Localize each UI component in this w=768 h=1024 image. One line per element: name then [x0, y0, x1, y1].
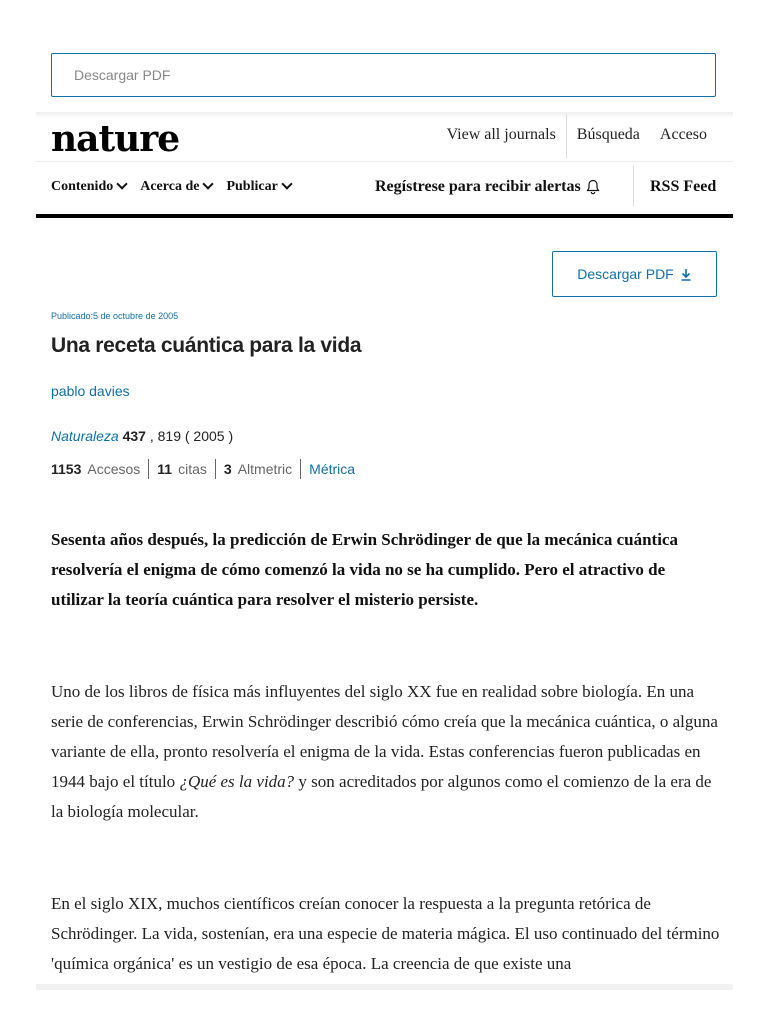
divider — [36, 161, 733, 162]
divider — [300, 459, 301, 479]
accesses-value: 1153 — [51, 461, 82, 477]
divider — [148, 459, 149, 479]
citation — [51, 428, 233, 444]
download-pdf-button-label: Descargar PDF — [577, 266, 674, 282]
paragraph-text: y son acreditados por algunos como el comienzo de la era de la biología molecular. — [51, 772, 712, 821]
volume: 437 — [122, 428, 146, 444]
article-metrics — [51, 459, 355, 479]
published-date: Publicado:5 de octubre de 2005 — [51, 311, 179, 321]
search-link[interactable]: Búsqueda — [576, 126, 640, 143]
alerts-label: Regístrese para recibir alertas — [375, 178, 581, 195]
nav-publish[interactable] — [226, 179, 290, 195]
altmetric-label: Altmetric — [237, 461, 293, 477]
rss-feed-link[interactable]: RSS Feed — [650, 178, 717, 195]
download-pdf-button[interactable] — [552, 251, 717, 297]
author-link[interactable]: pablo davies — [51, 383, 130, 399]
divider — [215, 459, 216, 479]
chevron-down-icon — [203, 178, 214, 189]
pages-year: , 819 ( 2005 ) — [149, 428, 234, 444]
login-link[interactable]: Acceso — [659, 126, 707, 143]
book-title: ¿Qué es la vida? — [179, 772, 295, 791]
citations-label: citas — [178, 461, 207, 477]
altmetric-value: 3 — [223, 461, 232, 477]
paragraph-text: Uno de los libros de física más influyentes del siglo XX fue en realidad sobre biología. En una serie de conferencias, Erwin Schrödinger describió cómo creía que la mecánica cuántica, o alguna variante de ella, pronto resolvería el enigma de la vida. Estas conferencias fueron publicadas en 1944 bajo el título — [51, 682, 718, 791]
divider — [633, 166, 634, 206]
header-rule — [36, 214, 733, 218]
article-abstract: Sesenta años después, la predicción de Erwin Schrödinger de que la mecánica cuántica resolvería el enigma de cómo comenzó la vida no se ha cumplido. Pero el atractivo de utilizar la teoría cuántica para resolver el misterio persiste. — [51, 530, 678, 609]
alerts-signup[interactable] — [375, 178, 601, 196]
nav-about[interactable] — [140, 179, 212, 195]
divider — [566, 114, 567, 158]
journal-name[interactable]: Naturaleza — [51, 428, 119, 444]
nav-content[interactable] — [51, 179, 126, 195]
article-paragraph — [51, 677, 721, 827]
bell-icon — [585, 179, 601, 195]
chevron-down-icon — [117, 178, 128, 189]
bottom-edge — [36, 984, 733, 990]
article-paragraph: En el siglo XIX, muchos científicos creían conocer la respuesta a la pregunta retórica de Schrödinger. La vida, sostenían, era una especie de materia mágica. El uso continuado del término 'química orgánica' es un vestigio de esa época. La creencia de que existe una — [51, 894, 720, 973]
article-title: Una receta cuántica para la vida — [51, 334, 362, 357]
nav-content-label: Contenido — [51, 179, 114, 194]
nature-logo[interactable]: nature — [51, 118, 180, 160]
accesses-label: Accesos — [87, 461, 141, 477]
chevron-down-icon — [281, 178, 292, 189]
main-nav — [51, 179, 291, 195]
view-all-journals-link[interactable]: View all journals — [446, 126, 556, 143]
download-pdf-bar[interactable] — [51, 53, 716, 97]
citations-value: 11 — [157, 461, 173, 477]
nav-about-label: Acerca de — [140, 179, 200, 194]
download-pdf-bar-label: Descargar PDF — [74, 67, 171, 83]
header-links — [437, 126, 717, 170]
site-header — [36, 112, 733, 220]
nav-publish-label: Publicar — [226, 179, 278, 194]
download-icon — [680, 268, 692, 281]
metrics-link[interactable]: Métrica — [309, 461, 356, 477]
